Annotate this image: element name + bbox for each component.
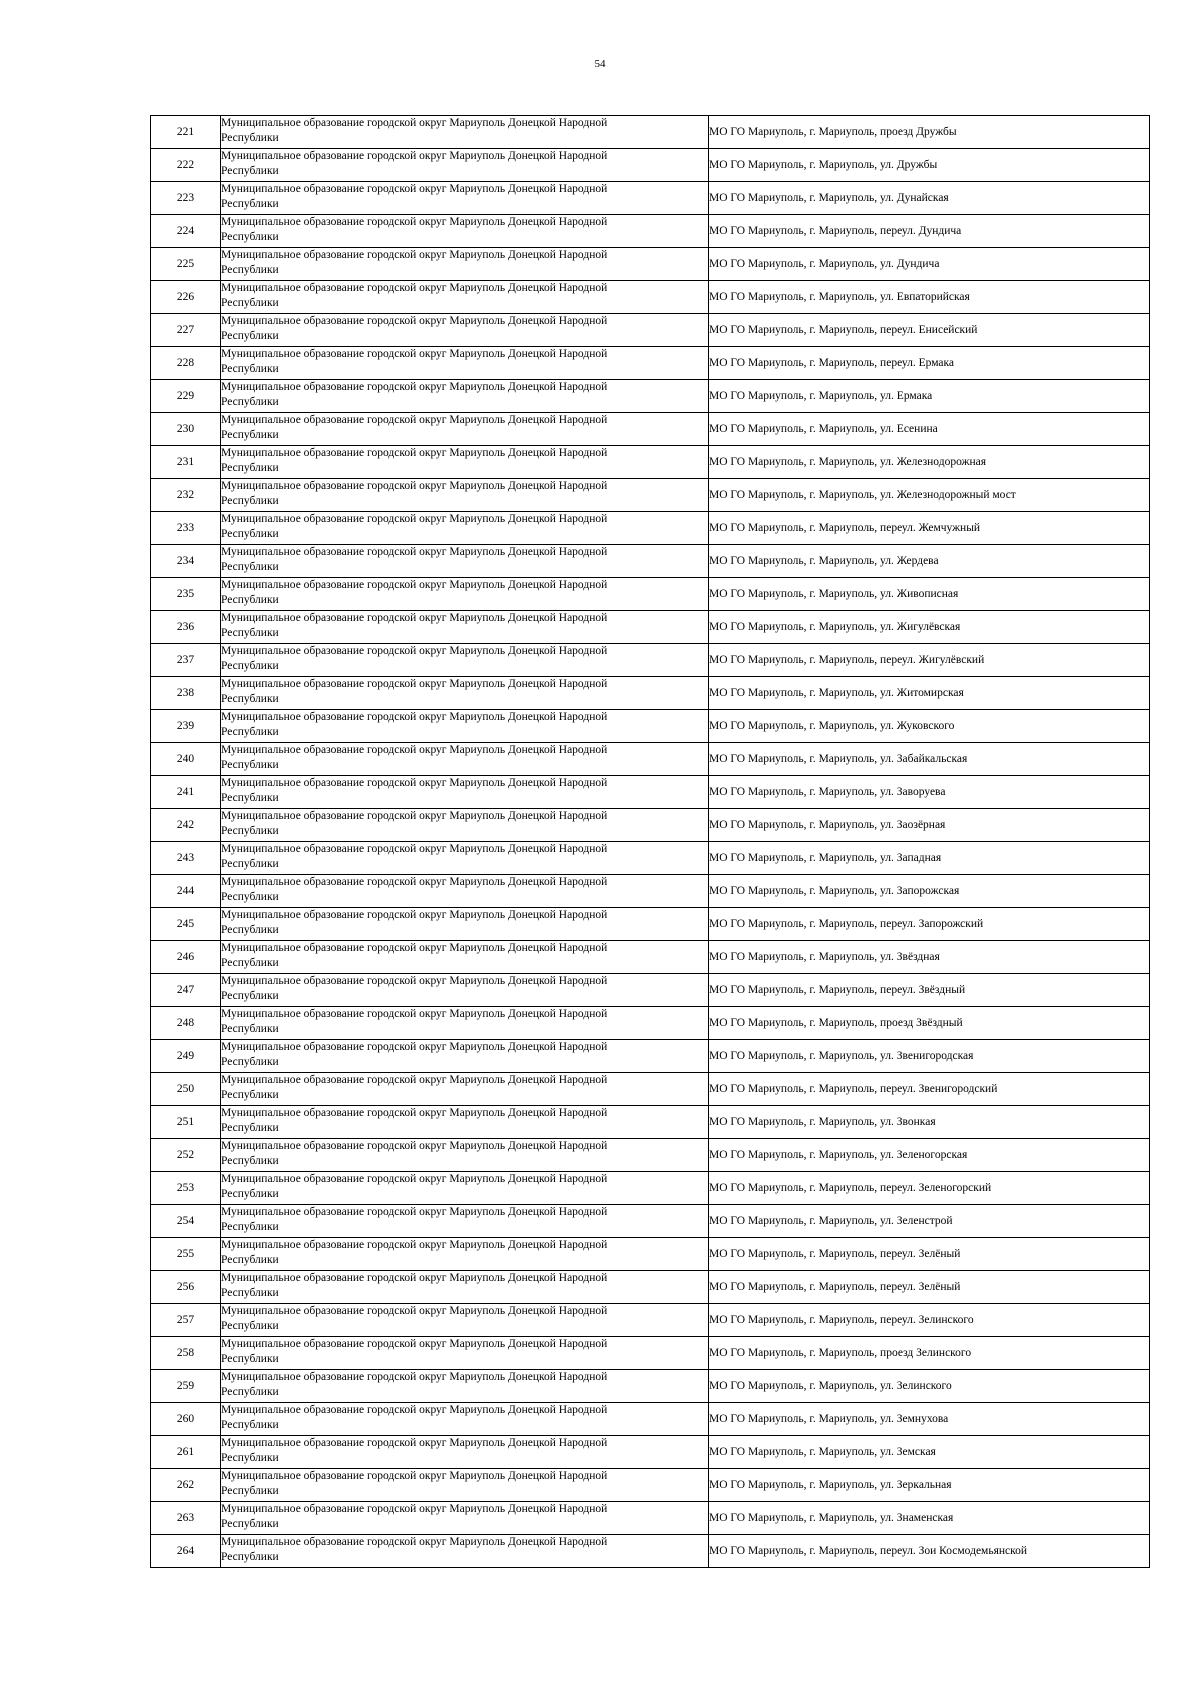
address-cell: МО ГО Мариуполь, г. Мариуполь, проезд Зелинского [709,1337,1150,1370]
address-cell: МО ГО Мариуполь, г. Мариуполь, переул. Зеленогорский [709,1172,1150,1205]
row-number-cell: 256 [151,1271,221,1304]
municipality-name-line1: Муниципальное образование городской округ Мариуполь Донецкой Народной [221,1173,608,1185]
table-row [151,1139,1150,1172]
municipality-cell [221,314,709,347]
municipality-name-line1: Муниципальное образование городской округ Мариуполь Донецкой Народной [221,1272,608,1284]
table-row [151,1271,1150,1304]
row-number-cell: 221 [151,116,221,149]
municipality-cell [221,941,709,974]
municipality-name-line2: Республики [221,1254,279,1266]
municipality-name-line2: Республики [221,594,279,606]
municipality-name-line1: Муниципальное образование городской округ Мариуполь Донецкой Народной [221,711,608,723]
municipality-name-line1: Муниципальное образование городской округ Мариуполь Донецкой Народной [221,1536,608,1548]
municipality-name-line2: Республики [221,198,279,210]
municipality-name-line2: Республики [221,231,279,243]
table-row [151,446,1150,479]
municipality-name-line1: Муниципальное образование городской округ Мариуполь Донецкой Народной [221,513,608,525]
table-row [151,1535,1150,1568]
municipality-cell [221,149,709,182]
row-number-cell: 249 [151,1040,221,1073]
address-cell: МО ГО Мариуполь, г. Мариуполь, переул. Дундича [709,215,1150,248]
municipality-cell [221,479,709,512]
row-number-cell: 257 [151,1304,221,1337]
address-cell: МО ГО Мариуполь, г. Мариуполь, проезд Звёздный [709,1007,1150,1040]
municipality-name-line2: Республики [221,1155,279,1167]
municipality-cell [221,908,709,941]
municipality-cell [221,248,709,281]
municipality-cell [221,1007,709,1040]
municipality-cell [221,545,709,578]
municipality-name-line1: Муниципальное образование городской округ Мариуполь Донецкой Народной [221,348,608,360]
address-cell: МО ГО Мариуполь, г. Мариуполь, переул. Звёздный [709,974,1150,1007]
row-number-cell: 225 [151,248,221,281]
municipality-name-line2: Республики [221,429,279,441]
address-cell: МО ГО Мариуполь, г. Мариуполь, ул. Железнодорожный мост [709,479,1150,512]
row-number-cell: 262 [151,1469,221,1502]
row-number-cell: 222 [151,149,221,182]
municipality-name-line2: Республики [221,495,279,507]
address-cell: МО ГО Мариуполь, г. Мариуполь, ул. Заозёрная [709,809,1150,842]
row-number-cell: 251 [151,1106,221,1139]
municipality-name-line1: Муниципальное образование городской округ Мариуполь Донецкой Народной [221,381,608,393]
municipality-name-line2: Республики [221,891,279,903]
municipality-cell [221,182,709,215]
address-cell: МО ГО Мариуполь, г. Мариуполь, переул. Жемчужный [709,512,1150,545]
row-number-cell: 234 [151,545,221,578]
municipality-name-line1: Муниципальное образование городской округ Мариуполь Донецкой Народной [221,777,608,789]
row-number-cell: 245 [151,908,221,941]
address-cell: МО ГО Мариуполь, г. Мариуполь, переул. Звенигородский [709,1073,1150,1106]
municipality-name-line1: Муниципальное образование городской округ Мариуполь Донецкой Народной [221,876,608,888]
address-cell: МО ГО Мариуполь, г. Мариуполь, переул. Енисейский [709,314,1150,347]
table-row [151,677,1150,710]
row-number-cell: 263 [151,1502,221,1535]
row-number-cell: 250 [151,1073,221,1106]
address-cell: МО ГО Мариуполь, г. Мариуполь, ул. Зеленстрой [709,1205,1150,1238]
municipality-name-line2: Республики [221,1419,279,1431]
municipality-cell [221,281,709,314]
table-row [151,1238,1150,1271]
municipality-name-line1: Муниципальное образование городской округ Мариуполь Донецкой Народной [221,678,608,690]
municipality-name-line2: Республики [221,1551,279,1563]
table-row [151,1337,1150,1370]
municipality-name-line2: Республики [221,1353,279,1365]
address-cell: МО ГО Мариуполь, г. Мариуполь, ул. Запорожская [709,875,1150,908]
municipality-cell [221,446,709,479]
row-number-cell: 231 [151,446,221,479]
address-cell: МО ГО Мариуполь, г. Мариуполь, ул. Евпаторийская [709,281,1150,314]
row-number-cell: 244 [151,875,221,908]
address-cell: МО ГО Мариуполь, г. Мариуполь, ул. Дружбы [709,149,1150,182]
row-number-cell: 259 [151,1370,221,1403]
municipality-name-line1: Муниципальное образование городской округ Мариуполь Донецкой Народной [221,942,608,954]
row-number-cell: 248 [151,1007,221,1040]
row-number-cell: 232 [151,479,221,512]
table-row [151,578,1150,611]
municipality-cell [221,1469,709,1502]
row-number-cell: 237 [151,644,221,677]
municipality-cell [221,1106,709,1139]
municipality-name-line1: Муниципальное образование городской округ Мариуполь Донецкой Народной [221,447,608,459]
address-cell: МО ГО Мариуполь, г. Мариуполь, ул. Жуковского [709,710,1150,743]
table-row [151,1073,1150,1106]
municipality-cell [221,809,709,842]
municipality-name-line2: Республики [221,462,279,474]
municipality-cell [221,776,709,809]
address-cell: МО ГО Мариуполь, г. Мариуполь, ул. Забайкальская [709,743,1150,776]
row-number-cell: 229 [151,380,221,413]
address-cell: МО ГО Мариуполь, г. Мариуполь, ул. Живописная [709,578,1150,611]
table-row [151,611,1150,644]
municipality-name-line1: Муниципальное образование городской округ Мариуполь Донецкой Народной [221,1338,608,1350]
table-body [151,116,1150,1568]
row-number-cell: 258 [151,1337,221,1370]
table-row [151,743,1150,776]
municipality-cell [221,875,709,908]
municipality-name-line1: Муниципальное образование городской округ Мариуполь Донецкой Народной [221,744,608,756]
address-cell: МО ГО Мариуполь, г. Мариуполь, переул. Ермака [709,347,1150,380]
address-cell: МО ГО Мариуполь, г. Мариуполь, ул. Жердева [709,545,1150,578]
municipality-name-line1: Муниципальное образование городской округ Мариуполь Донецкой Народной [221,612,608,624]
address-cell: МО ГО Мариуполь, г. Мариуполь, ул. Железнодорожная [709,446,1150,479]
table-row [151,842,1150,875]
municipality-cell [221,1370,709,1403]
table-row [151,512,1150,545]
municipality-name-line1: Муниципальное образование городской округ Мариуполь Донецкой Народной [221,315,608,327]
municipality-name-line1: Муниципальное образование городской округ Мариуполь Донецкой Народной [221,1107,608,1119]
municipality-name-line2: Республики [221,297,279,309]
address-cell: МО ГО Мариуполь, г. Мариуполь, ул. Звёздная [709,941,1150,974]
municipality-name-line1: Муниципальное образование городской округ Мариуполь Донецкой Народной [221,1206,608,1218]
municipality-name-line2: Республики [221,561,279,573]
address-cell: МО ГО Мариуполь, г. Мариуполь, ул. Звонкая [709,1106,1150,1139]
municipality-name-line1: Муниципальное образование городской округ Мариуполь Донецкой Народной [221,414,608,426]
row-number-cell: 240 [151,743,221,776]
address-cell: МО ГО Мариуполь, г. Мариуполь, ул. Зеленогорская [709,1139,1150,1172]
municipality-cell [221,1304,709,1337]
municipality-name-line1: Муниципальное образование городской округ Мариуполь Донецкой Народной [221,645,608,657]
municipality-name-line2: Республики [221,1188,279,1200]
table-row [151,776,1150,809]
municipality-name-line1: Муниципальное образование городской округ Мариуполь Донецкой Народной [221,1470,608,1482]
municipality-cell [221,677,709,710]
row-number-cell: 254 [151,1205,221,1238]
municipality-name-line2: Республики [221,924,279,936]
row-number-cell: 230 [151,413,221,446]
address-cell: МО ГО Мариуполь, г. Мариуполь, переул. Зелинского [709,1304,1150,1337]
municipality-cell [221,1205,709,1238]
municipality-name-line1: Муниципальное образование городской округ Мариуполь Донецкой Народной [221,1140,608,1152]
municipality-name-line1: Муниципальное образование городской округ Мариуполь Донецкой Народной [221,579,608,591]
municipality-cell [221,116,709,149]
municipality-cell [221,974,709,1007]
address-cell: МО ГО Мариуполь, г. Мариуполь, ул. Звенигородская [709,1040,1150,1073]
municipality-cell [221,512,709,545]
row-number-cell: 247 [151,974,221,1007]
municipality-name-line1: Муниципальное образование городской округ Мариуполь Донецкой Народной [221,1404,608,1416]
table-row [151,380,1150,413]
row-number-cell: 233 [151,512,221,545]
municipality-name-line2: Республики [221,858,279,870]
row-number-cell: 236 [151,611,221,644]
municipality-name-line1: Муниципальное образование городской округ Мариуполь Донецкой Народной [221,1371,608,1383]
municipality-cell [221,842,709,875]
row-number-cell: 241 [151,776,221,809]
municipality-cell [221,1073,709,1106]
address-cell: МО ГО Мариуполь, г. Мариуполь, ул. Знаменская [709,1502,1150,1535]
address-cell: МО ГО Мариуполь, г. Мариуполь, переул. Зои Космодемьянской [709,1535,1150,1568]
municipality-name-line2: Республики [221,1452,279,1464]
municipality-cell [221,413,709,446]
municipality-name-line2: Республики [221,1122,279,1134]
table-row [151,710,1150,743]
table-row [151,1106,1150,1139]
table-row [151,149,1150,182]
municipality-name-line1: Муниципальное образование городской округ Мариуполь Донецкой Народной [221,150,608,162]
municipality-name-line1: Муниципальное образование городской округ Мариуполь Донецкой Народной [221,1305,608,1317]
municipality-name-line1: Муниципальное образование городской округ Мариуполь Донецкой Народной [221,249,608,261]
municipality-name-line2: Республики [221,396,279,408]
row-number-cell: 226 [151,281,221,314]
table-row [151,809,1150,842]
row-number-cell: 246 [151,941,221,974]
table-row [151,941,1150,974]
row-number-cell: 223 [151,182,221,215]
municipality-name-line1: Муниципальное образование городской округ Мариуполь Донецкой Народной [221,1008,608,1020]
municipality-name-line2: Республики [221,165,279,177]
row-number-cell: 235 [151,578,221,611]
table-row [151,1502,1150,1535]
table-row [151,1469,1150,1502]
table-row [151,1403,1150,1436]
row-number-cell: 252 [151,1139,221,1172]
address-cell: МО ГО Мариуполь, г. Мариуполь, ул. Западная [709,842,1150,875]
municipality-name-line2: Республики [221,627,279,639]
municipality-name-line1: Муниципальное образование городской округ Мариуполь Донецкой Народной [221,1041,608,1053]
municipality-name-line1: Муниципальное образование городской округ Мариуполь Донецкой Народной [221,546,608,558]
municipality-cell [221,578,709,611]
row-number-cell: 227 [151,314,221,347]
municipality-name-line1: Муниципальное образование городской округ Мариуполь Донецкой Народной [221,1437,608,1449]
address-registry-table [150,115,1150,1568]
table-row [151,974,1150,1007]
municipality-name-line1: Муниципальное образование городской округ Мариуполь Донецкой Народной [221,480,608,492]
address-cell: МО ГО Мариуполь, г. Мариуполь, ул. Зеркальная [709,1469,1150,1502]
municipality-cell [221,1172,709,1205]
municipality-cell [221,1271,709,1304]
municipality-cell [221,1403,709,1436]
municipality-name-line2: Республики [221,990,279,1002]
municipality-cell [221,1502,709,1535]
table-row [151,215,1150,248]
municipality-name-line2: Республики [221,693,279,705]
table-row [151,1040,1150,1073]
row-number-cell: 243 [151,842,221,875]
municipality-name-line1: Муниципальное образование городской округ Мариуполь Донецкой Народной [221,117,608,129]
municipality-cell [221,1436,709,1469]
municipality-cell [221,347,709,380]
municipality-cell [221,710,709,743]
municipality-name-line2: Республики [221,1287,279,1299]
table-row [151,281,1150,314]
municipality-name-line2: Республики [221,792,279,804]
row-number-cell: 238 [151,677,221,710]
municipality-name-line2: Республики [221,825,279,837]
row-number-cell: 253 [151,1172,221,1205]
address-cell: МО ГО Мариуполь, г. Мариуполь, переул. Зелёный [709,1271,1150,1304]
municipality-name-line2: Республики [221,660,279,672]
municipality-name-line1: Муниципальное образование городской округ Мариуполь Донецкой Народной [221,909,608,921]
address-cell: МО ГО Мариуполь, г. Мариуполь, ул. Зелинского [709,1370,1150,1403]
table-row [151,314,1150,347]
municipality-name-line2: Республики [221,726,279,738]
municipality-cell [221,1238,709,1271]
address-cell: МО ГО Мариуполь, г. Мариуполь, ул. Земская [709,1436,1150,1469]
table-row [151,479,1150,512]
municipality-name-line2: Республики [221,1023,279,1035]
table-row [151,908,1150,941]
municipality-cell [221,1040,709,1073]
municipality-cell [221,611,709,644]
row-number-cell: 261 [151,1436,221,1469]
row-number-cell: 228 [151,347,221,380]
address-cell: МО ГО Мариуполь, г. Мариуполь, ул. Жигулёвская [709,611,1150,644]
municipality-name-line1: Муниципальное образование городской округ Мариуполь Донецкой Народной [221,1074,608,1086]
municipality-cell [221,1139,709,1172]
address-cell: МО ГО Мариуполь, г. Мариуполь, ул. Заворуева [709,776,1150,809]
municipality-name-line2: Республики [221,330,279,342]
row-number-cell: 255 [151,1238,221,1271]
address-cell: МО ГО Мариуполь, г. Мариуполь, переул. Запорожский [709,908,1150,941]
municipality-name-line2: Республики [221,1056,279,1068]
address-cell: МО ГО Мариуполь, г. Мариуполь, переул. Зелёный [709,1238,1150,1271]
municipality-name-line1: Муниципальное образование городской округ Мариуполь Донецкой Народной [221,1239,608,1251]
address-cell: МО ГО Мариуполь, г. Мариуполь, ул. Есенина [709,413,1150,446]
row-number-cell: 224 [151,215,221,248]
municipality-name-line1: Муниципальное образование городской округ Мариуполь Донецкой Народной [221,1503,608,1515]
page-number: 54 [594,58,606,70]
municipality-name-line1: Муниципальное образование городской округ Мариуполь Донецкой Народной [221,843,608,855]
municipality-name-line2: Республики [221,1485,279,1497]
row-number-cell: 239 [151,710,221,743]
municipality-cell [221,1337,709,1370]
municipality-cell [221,1535,709,1568]
municipality-name-line2: Республики [221,957,279,969]
municipality-name-line2: Республики [221,528,279,540]
table-row [151,1172,1150,1205]
municipality-name-line1: Муниципальное образование городской округ Мариуполь Донецкой Народной [221,975,608,987]
municipality-cell [221,644,709,677]
table-row [151,413,1150,446]
row-number-cell: 260 [151,1403,221,1436]
municipality-name-line2: Республики [221,132,279,144]
municipality-name-line2: Республики [221,1386,279,1398]
table-row [151,1436,1150,1469]
municipality-name-line1: Муниципальное образование городской округ Мариуполь Донецкой Народной [221,282,608,294]
table-row [151,248,1150,281]
address-cell: МО ГО Мариуполь, г. Мариуполь, ул. Дунайская [709,182,1150,215]
table-row [151,1304,1150,1337]
table-row [151,1370,1150,1403]
table-row [151,644,1150,677]
municipality-name-line2: Республики [221,759,279,771]
table-row [151,1205,1150,1238]
municipality-name-line2: Республики [221,1089,279,1101]
municipality-cell [221,380,709,413]
municipality-cell [221,215,709,248]
table-row [151,116,1150,149]
municipality-name-line2: Республики [221,363,279,375]
table-row [151,875,1150,908]
row-number-cell: 242 [151,809,221,842]
address-cell: МО ГО Мариуполь, г. Мариуполь, ул. Дундича [709,248,1150,281]
municipality-name-line2: Республики [221,1518,279,1530]
address-cell: МО ГО Мариуполь, г. Мариуполь, ул. Земнухова [709,1403,1150,1436]
address-cell: МО ГО Мариуполь, г. Мариуполь, переул. Жигулёвский [709,644,1150,677]
table-row [151,545,1150,578]
municipality-name-line1: Муниципальное образование городской округ Мариуполь Донецкой Народной [221,810,608,822]
address-cell: МО ГО Мариуполь, г. Мариуполь, ул. Житомирская [709,677,1150,710]
row-number-cell: 264 [151,1535,221,1568]
table-row [151,1007,1150,1040]
address-cell: МО ГО Мариуполь, г. Мариуполь, проезд Дружбы [709,116,1150,149]
municipality-name-line2: Республики [221,1221,279,1233]
table-row [151,347,1150,380]
municipality-name-line1: Муниципальное образование городской округ Мариуполь Донецкой Народной [221,216,608,228]
address-cell: МО ГО Мариуполь, г. Мариуполь, ул. Ермака [709,380,1150,413]
municipality-name-line2: Республики [221,264,279,276]
table-row [151,182,1150,215]
municipality-name-line1: Муниципальное образование городской округ Мариуполь Донецкой Народной [221,183,608,195]
municipality-cell [221,743,709,776]
municipality-name-line2: Республики [221,1320,279,1332]
